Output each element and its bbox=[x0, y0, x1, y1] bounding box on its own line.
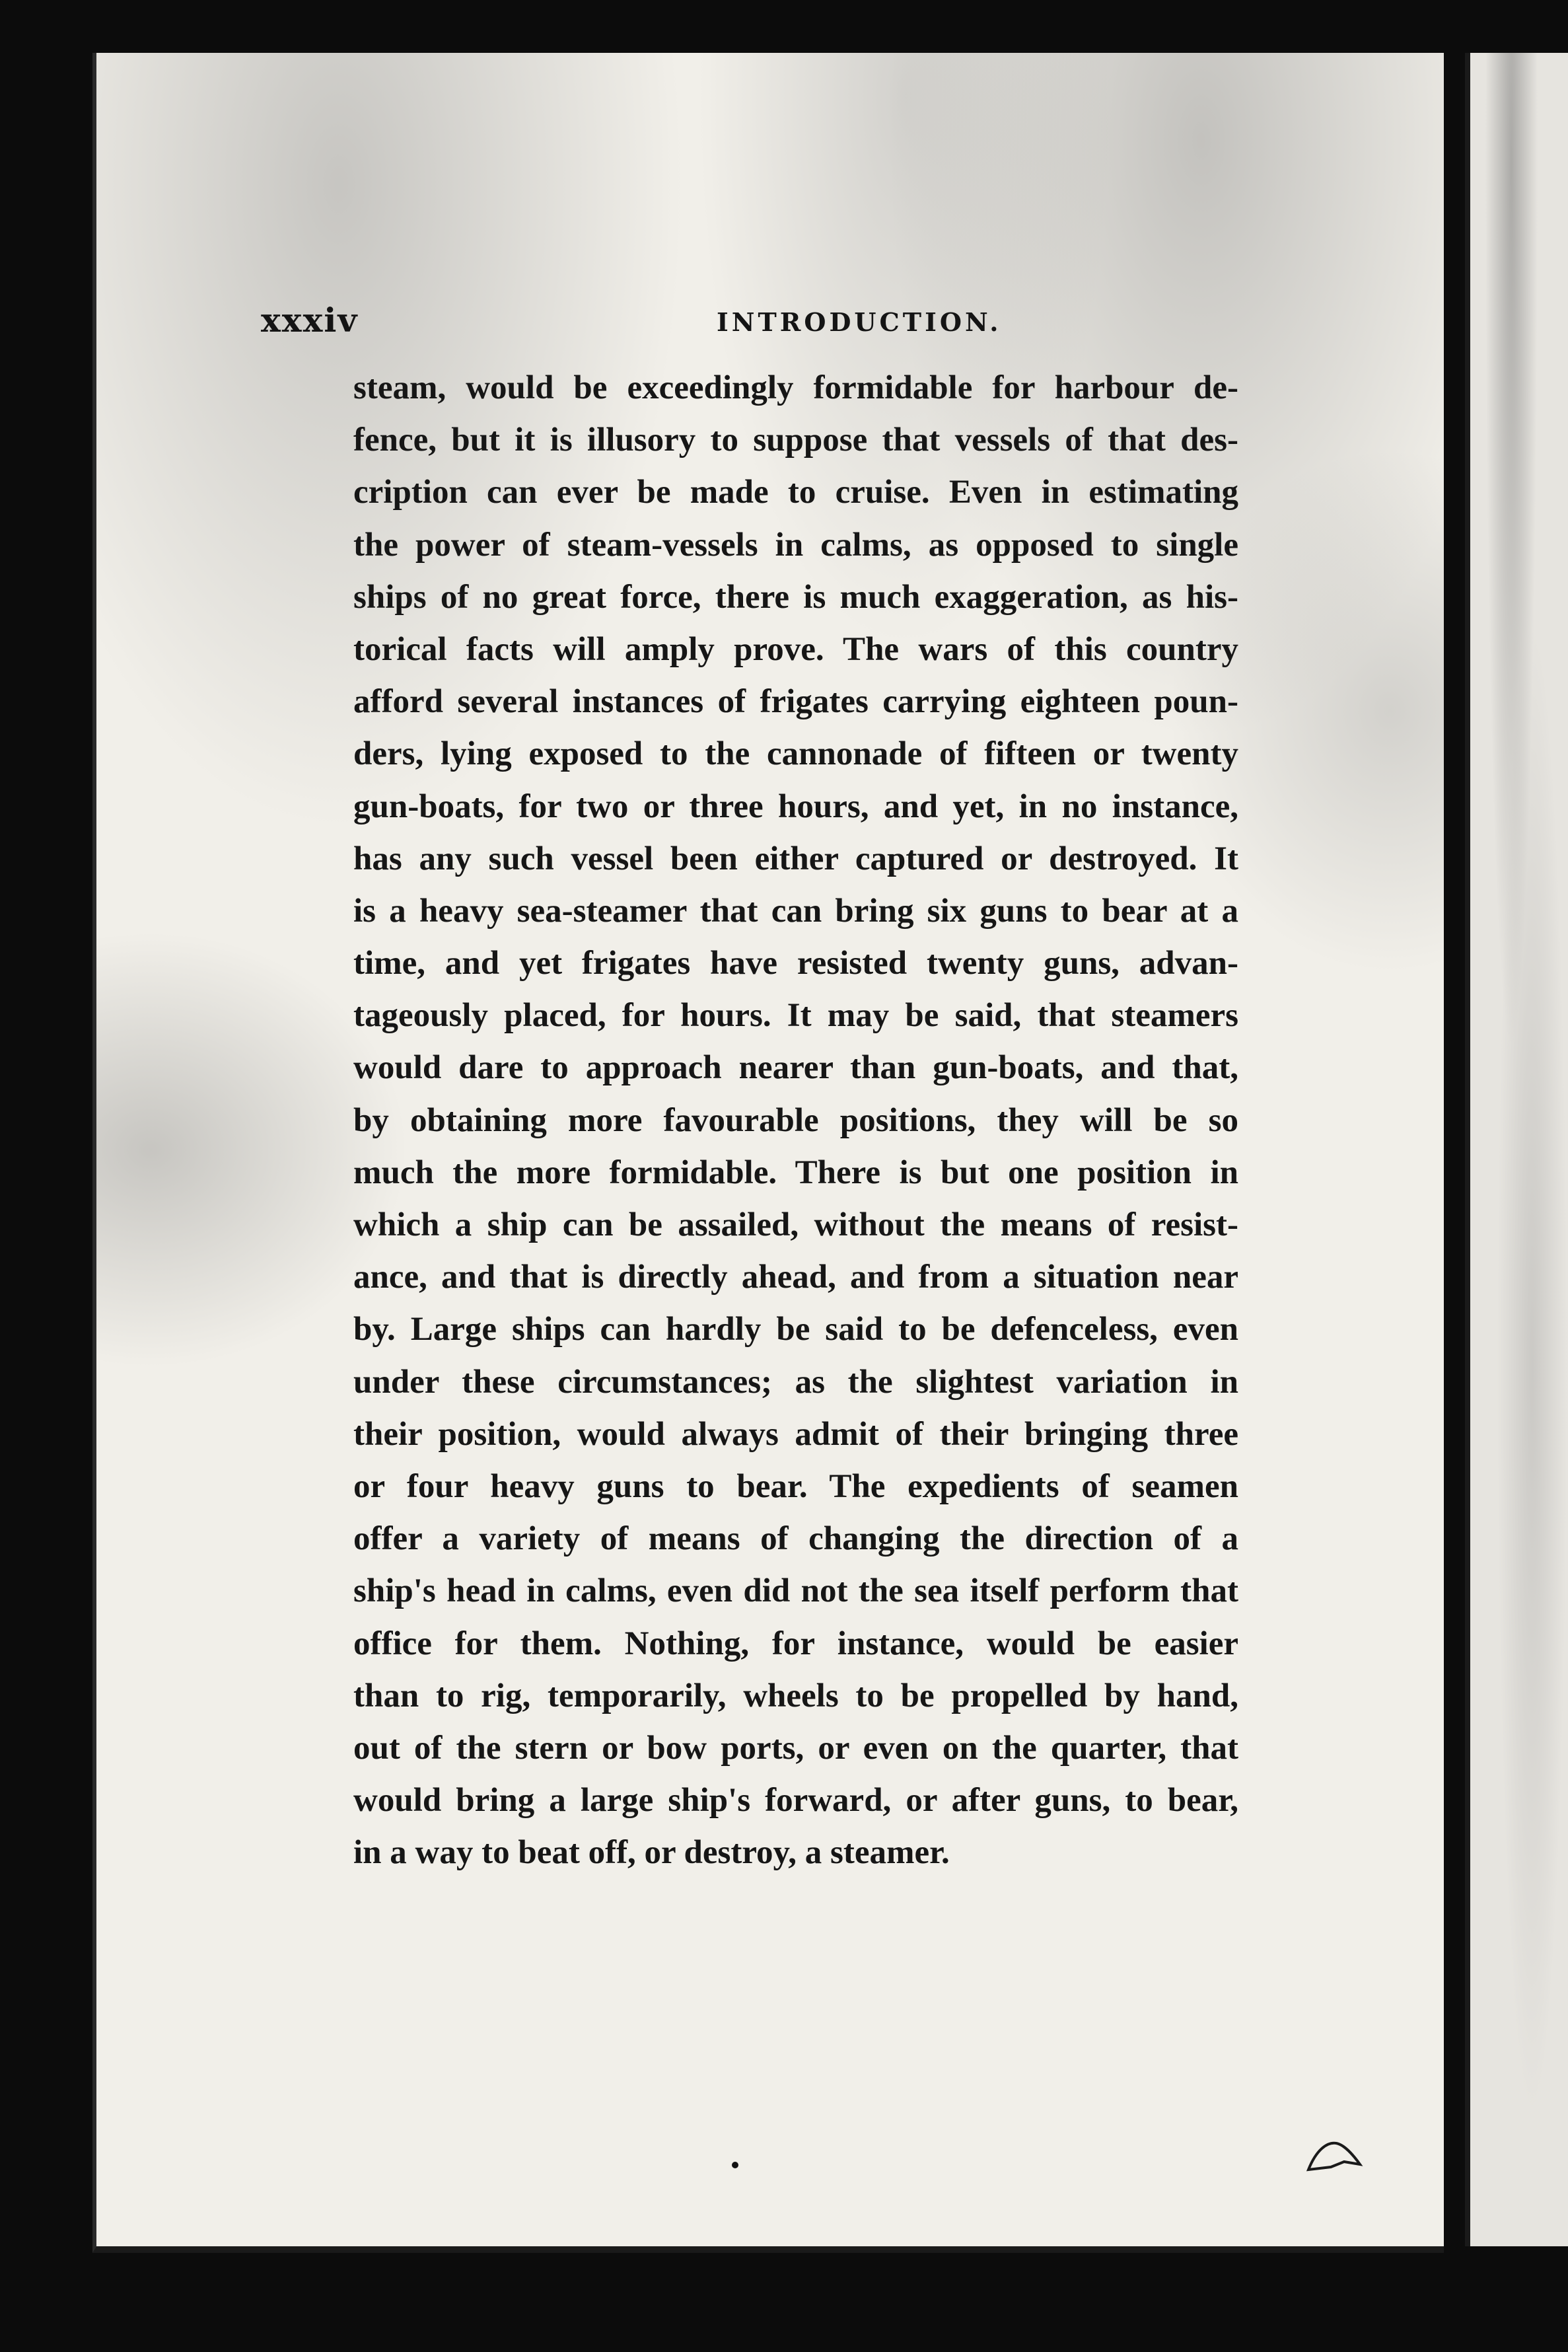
text-line: by obtaining more favourable positions, they will be so bbox=[353, 1101, 1238, 1139]
facing-page-edge bbox=[1465, 53, 1568, 2246]
body-text bbox=[353, 362, 1238, 1879]
text-line: ship's head in calms, even did not the sea itself perform that bbox=[353, 1572, 1238, 1610]
margin-mark-icon bbox=[1304, 2135, 1364, 2175]
text-line: office for them. Nothing, for instance, would be easier bbox=[353, 1625, 1238, 1662]
running-title: INTRODUCTION. bbox=[717, 307, 1002, 337]
text-line: out of the stern or bow ports, or even on the quarter, that bbox=[353, 1729, 1238, 1767]
text-line: ance, and that is directly ahead, and from a situation near bbox=[353, 1259, 1238, 1296]
text-line: in a way to beat off, or destroy, a steamer. bbox=[353, 1834, 950, 1872]
text-line: than to rig, temporarily, wheels to be propelled by hand, bbox=[353, 1677, 1238, 1714]
text-line: torical facts will amply prove. The wars of this country bbox=[353, 630, 1238, 668]
text-line: gun-boats, for two or three hours, and yet, in no instance, bbox=[353, 788, 1238, 825]
text-line: steam, would be exceedingly formidable for harbour de- bbox=[353, 369, 1238, 406]
text-line: offer a variety of means of changing the direction of a bbox=[353, 1520, 1238, 1558]
text-line: is a heavy sea-steamer that can bring six guns to bear at a bbox=[353, 892, 1238, 930]
text-line: their position, would always admit of their bringing three bbox=[353, 1415, 1238, 1453]
text-line: much the more formidable. There is but one position in bbox=[353, 1154, 1238, 1191]
text-line: has any such vessel been either captured or destroyed. It bbox=[353, 840, 1238, 877]
text-line: ships of no great force, there is much exaggeration, as his- bbox=[353, 578, 1238, 616]
text-line: would dare to approach nearer than gun-boats, and that, bbox=[353, 1049, 1238, 1087]
page-number: xxxiv bbox=[261, 301, 359, 340]
text-line: tageously placed, for hours. It may be said, that steamers bbox=[353, 997, 1238, 1035]
text-line: which a ship can be assailed, without the means of resist- bbox=[353, 1206, 1238, 1243]
running-head bbox=[261, 301, 1252, 353]
ink-speck bbox=[732, 2162, 738, 2168]
text-line: would bring a large ship's forward, or after guns, to bear, bbox=[353, 1782, 1238, 1819]
text-line: ders, lying exposed to the cannonade of fifteen or twenty bbox=[353, 735, 1238, 773]
text-line: the power of steam-vessels in calms, as opposed to single bbox=[353, 526, 1238, 564]
text-line: by. Large ships can hardly be said to be defenceless, even bbox=[353, 1311, 1238, 1348]
text-line: fence, but it is illusory to suppose that vessels of that des- bbox=[353, 422, 1238, 459]
text-line: under these circumstances; as the slightest variation in bbox=[353, 1363, 1238, 1401]
text-line: cription can ever be made to cruise. Even in estimating bbox=[353, 474, 1238, 511]
text-line: time, and yet frigates have resisted twenty guns, advan- bbox=[353, 945, 1238, 982]
text-line: afford several instances of frigates carrying eighteen poun- bbox=[353, 683, 1238, 721]
text-line: or four heavy guns to bear. The expedients of seamen bbox=[353, 1467, 1238, 1505]
